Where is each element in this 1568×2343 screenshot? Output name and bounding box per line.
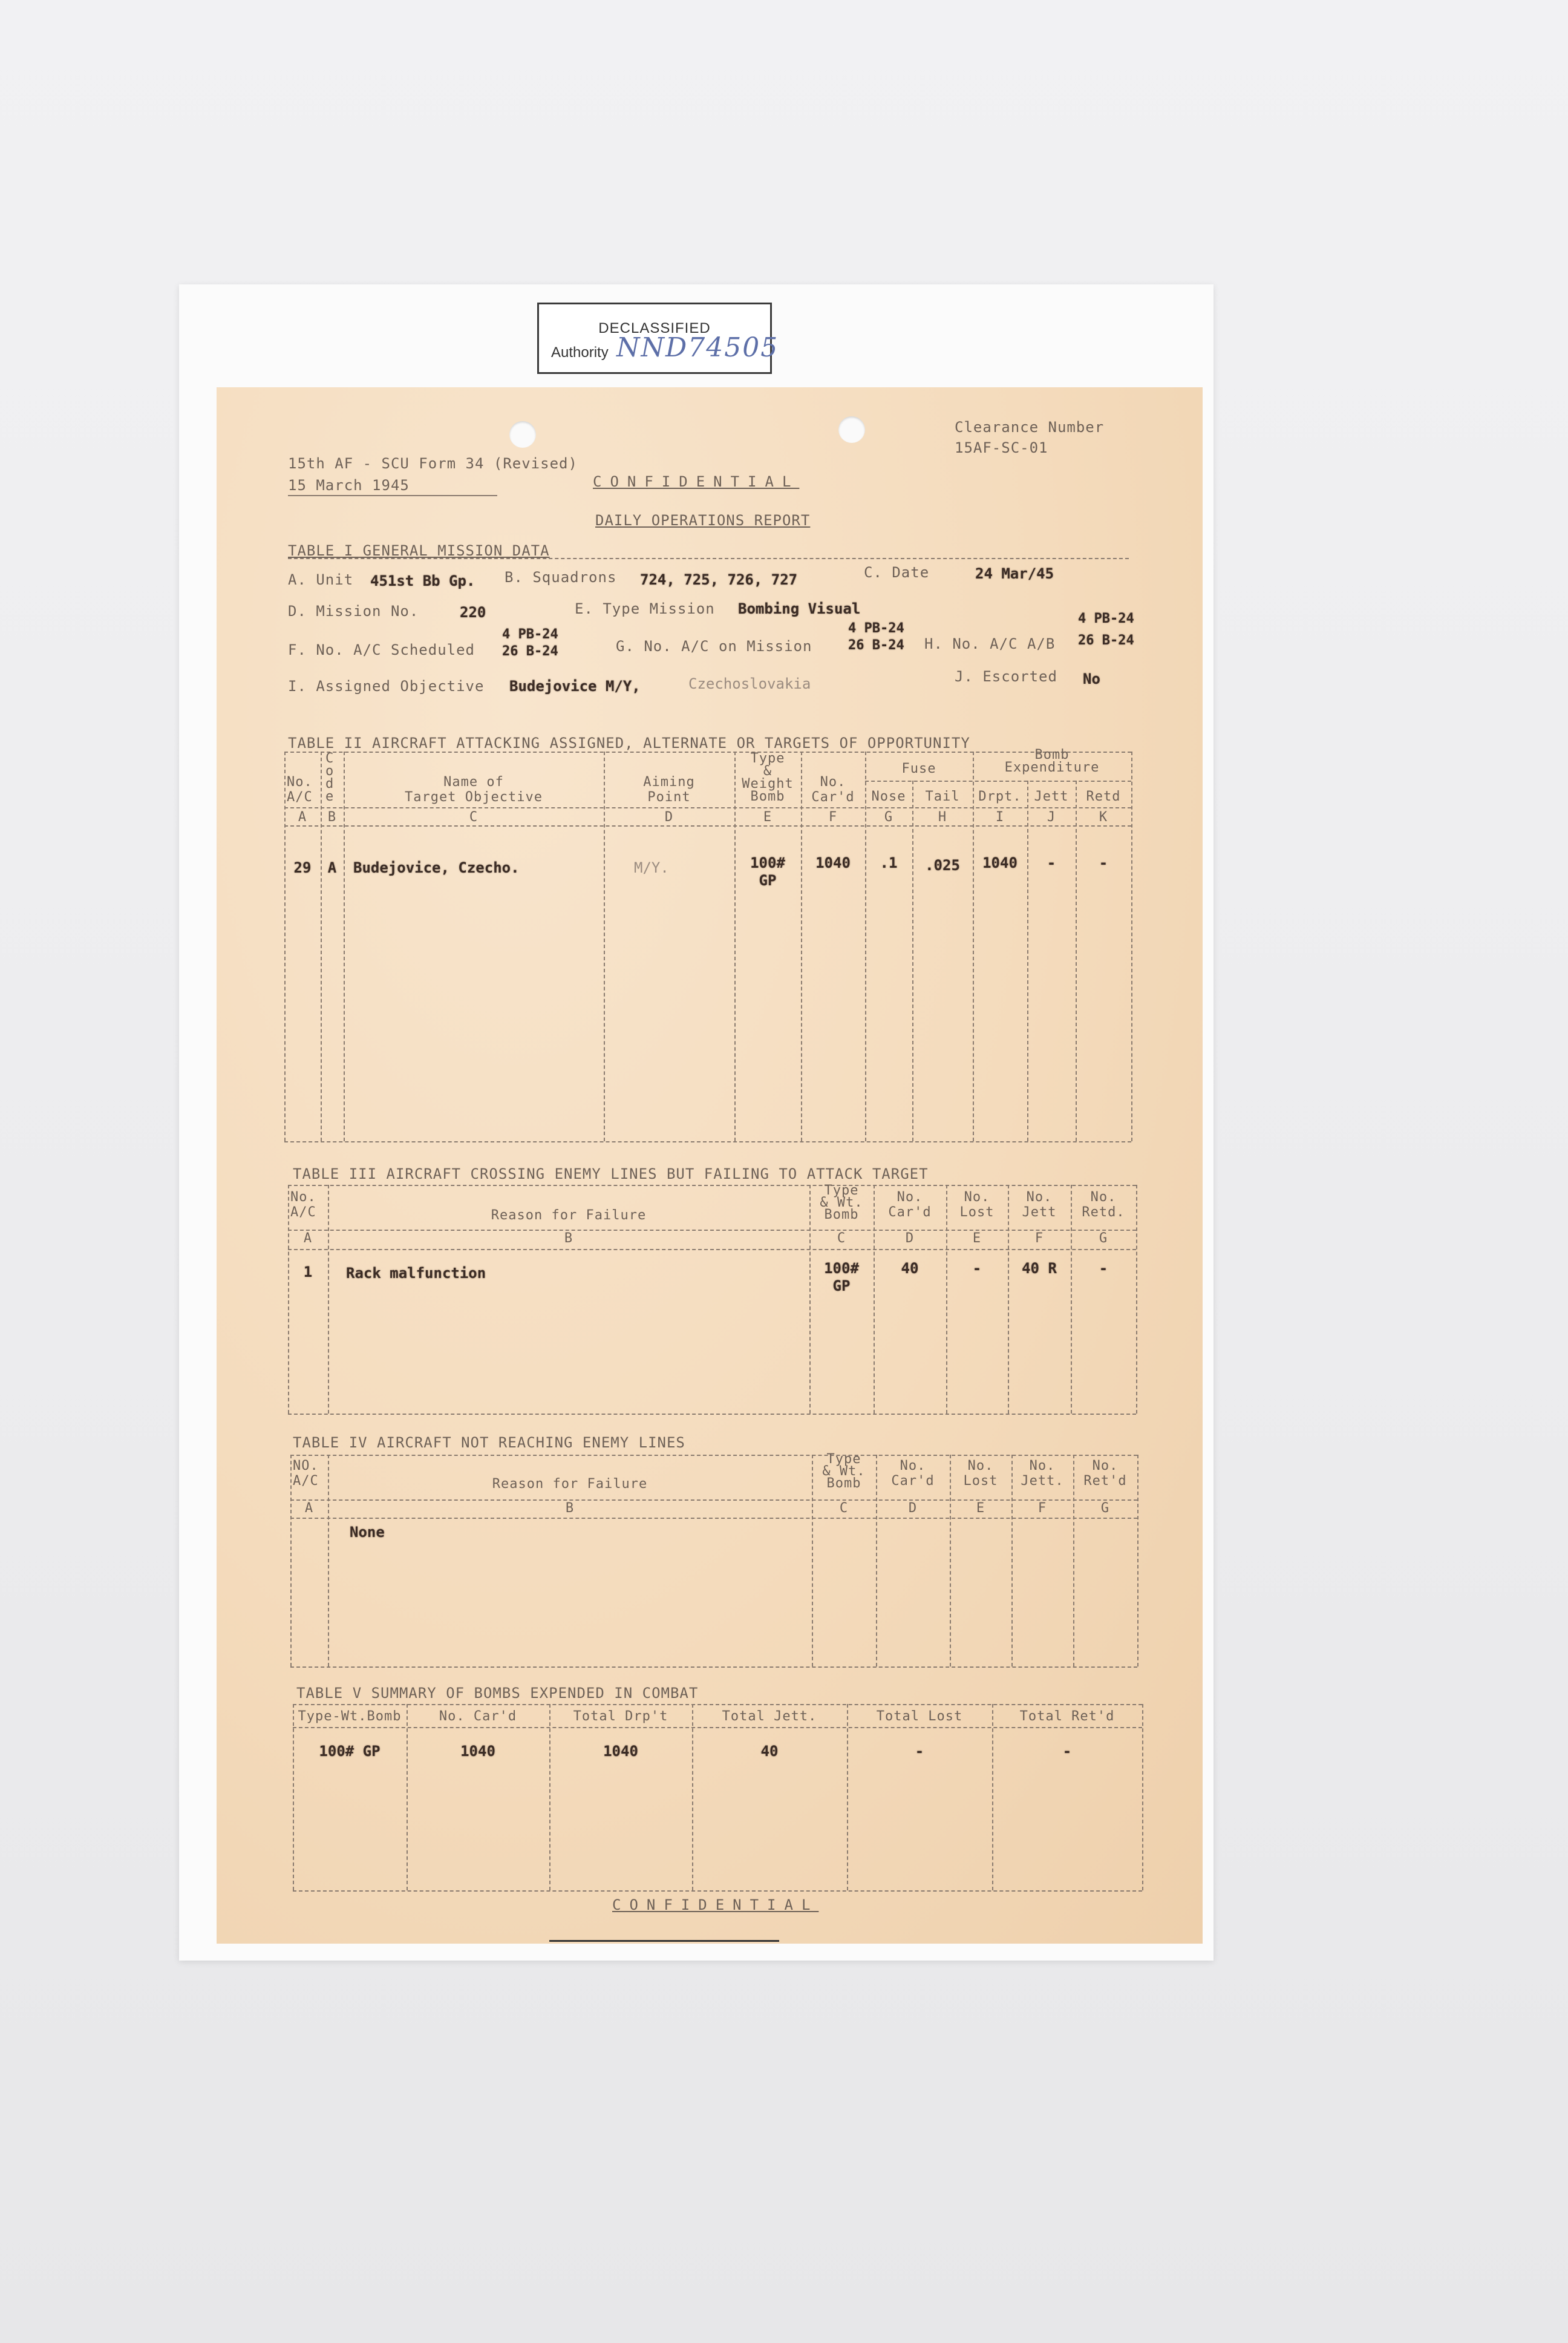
type-mission-label: E. Type Mission [575,600,715,617]
t5-h-lost: Total Lost [876,1709,963,1724]
ab-bottom: 26 B-24 [1078,633,1134,648]
t2-h-jett: Jett [1034,789,1069,804]
t2-h-card: No. Car'd [811,775,855,805]
t2-h-type: Type & Weight Bomb [742,751,794,804]
on-mission-bottom: 26 B-24 [848,638,904,653]
t2-letter: C [469,810,479,825]
t2-row-jett: - [1047,854,1056,871]
t2-h-drpt: Drpt. [978,789,1022,804]
t4-row-reason: None [350,1524,385,1541]
t2-row-tail: .025 [925,857,960,874]
t3-letter: F [1034,1231,1044,1246]
escorted-label: J. Escorted [955,668,1057,685]
t2-h-aiming: Aiming Point [643,775,695,805]
squadrons-label: B. Squadrons [505,569,617,586]
table4-title: TABLE IV AIRCRAFT NOT REACHING ENEMY LINES [293,1434,685,1451]
t2-row-nose: .1 [880,854,898,871]
t4-letter: F [1037,1501,1047,1516]
t4-h-reason: Reason for Failure [492,1476,648,1492]
t2-row-card: 1040 [815,854,851,871]
table2-title: TABLE II AIRCRAFT ATTACKING ASSIGNED, ALTERNATE OR TARGETS OF OPPORTUNITY [288,735,970,752]
t5-h-card: No. Car'd [439,1709,517,1724]
mission-no-value: 220 [460,604,486,621]
t2-h-retd: Retd [1086,789,1121,804]
t4-h-card: No. Car'd [891,1458,935,1489]
t5-row-card: 1040 [460,1743,495,1760]
t4-h-retd: No. Ret'd [1083,1458,1127,1489]
t2-letter: B [327,810,337,825]
declassified-stamp [537,303,779,374]
t4-h-lost: No. Lost [963,1458,998,1489]
t4-letter: D [908,1501,918,1516]
t4-letter: A [304,1501,314,1516]
date-value: 24 Mar/45 [975,565,1054,582]
t3-letter: D [905,1231,915,1246]
t2-letter: I [995,810,1005,825]
t4-h-noac: NO. A/C [293,1458,319,1489]
t3-row-lost: - [972,1260,982,1277]
escorted-value: No [1083,670,1100,687]
t3-letter: A [303,1231,313,1246]
t5-row-drpt: 1040 [603,1743,638,1760]
t2-row-type: 100# GP [750,854,785,889]
t5-row-jett: 40 [760,1743,779,1760]
scheduled-top: 4 PB-24 [502,627,558,642]
squadrons-value: 724, 725, 726, 727 [640,571,798,588]
t3-h-jett: No. Jett [1022,1190,1057,1221]
t5-row-type: 100# GP [319,1743,381,1760]
t2-letter: F [828,810,838,825]
t3-h-noac: No. A/C [290,1190,316,1221]
t3-h-type: Type & Wt. Bomb [820,1183,863,1222]
date-label: C. Date [864,564,930,581]
clearance-label: Clearance Number [955,419,1105,436]
t3-row-reason: Rack malfunction [346,1265,486,1282]
scheduled-label: F. No. A/C Scheduled [288,641,475,658]
mission-no-label: D. Mission No. [288,603,419,620]
stamp-title: DECLASSIFIED [598,320,711,336]
t2-letter: K [1099,810,1108,825]
unit-value: 451st Bb Gp. [370,572,475,589]
operations-report-page [217,387,1203,1944]
t4-h-type: Type & Wt. Bomb [822,1452,866,1491]
scheduled-bottom: 26 B-24 [502,644,558,659]
t2-letter: D [664,810,674,825]
punch-hole [838,416,865,443]
t5-h-drpt: Total Drp't [573,1709,668,1724]
t2-row-noac: 29 [293,859,312,876]
t3-h-lost: No. Lost [959,1190,995,1221]
t2-h-fuse: Fuse [901,761,936,776]
t4-letter: G [1100,1501,1110,1516]
t5-row-lost: - [915,1743,924,1760]
t2-row-drpt: 1040 [982,854,1018,871]
t3-letter: B [564,1231,573,1246]
classification-footer: CONFIDENTIAL [612,1896,819,1913]
objective-label: I. Assigned Objective [288,678,485,695]
t4-h-jett: No. Jett. [1021,1458,1064,1489]
t3-h-retd: No. Retd. [1082,1190,1125,1221]
ab-top: 4 PB-24 [1078,611,1134,626]
t2-h-nose: Nose [871,789,906,804]
on-mission-label: G. No. A/C on Mission [616,638,812,655]
unit-label: A. Unit [288,571,354,588]
t2-row-aiming: M/Y. [634,859,669,876]
t3-row-noac: 1 [303,1263,313,1280]
t2-letter: A [298,810,307,825]
type-mission-value: Bombing Visual [738,600,861,617]
t3-h-card: No. Car'd [888,1190,932,1221]
t3-letter: G [1099,1231,1108,1246]
form-date: 15 March 1945 [288,477,410,494]
t2-h-noac: No. A/C [287,775,313,805]
t4-letter: E [976,1501,985,1516]
table3-title: TABLE III AIRCRAFT CROSSING ENEMY LINES BUT FAILING TO ATTACK TARGET [293,1165,929,1182]
punch-hole [509,421,536,448]
t5-row-retd: - [1062,1743,1072,1760]
t2-row-target: Budejovice, Czecho. [353,859,520,876]
t5-h-jett: Total Jett. [722,1709,817,1724]
ab-label: H. No. A/C A/B [924,635,1056,652]
stamp-authority-signature: NND74505 [616,332,779,363]
objective-country: Czechoslovakia [688,675,811,692]
t2-letter: J [1047,810,1056,825]
t2-row-code: A [327,859,337,876]
t3-row-jett: 40 R [1022,1260,1057,1277]
t3-h-reason: Reason for Failure [491,1208,647,1223]
classification-header: CONFIDENTIAL [593,473,800,490]
t2-row-retd: - [1099,854,1108,871]
t5-h-type: Type-Wt.Bomb [298,1709,402,1724]
t5-h-retd: Total Ret'd [1019,1709,1115,1724]
t3-letter: E [972,1231,982,1246]
on-mission-top: 4 PB-24 [848,621,904,636]
t4-letter: C [839,1501,849,1516]
t2-h-tail: Tail [925,789,960,804]
t2-h-bomb-exp: Bomb Expenditure [1004,747,1100,775]
t3-letter: C [837,1231,846,1246]
t3-row-card: 40 [901,1260,919,1277]
form-id: 15th AF - SCU Form 34 (Revised) [288,455,578,472]
t2-letter: G [884,810,893,825]
table1-title: TABLE I GENERAL MISSION DATA [288,542,550,559]
t2-letter: H [938,810,947,825]
t3-row-retd: - [1099,1260,1108,1277]
clearance-number: 15AF-SC-01 [955,439,1048,456]
table5-title: TABLE V SUMMARY OF BOMBS EXPENDED IN COMBAT [296,1685,699,1702]
t3-row-type: 100# GP [824,1260,859,1294]
t2-h-code: C o d e [325,751,335,804]
report-title: DAILY OPERATIONS REPORT [595,512,811,529]
t2-h-target: Name of Target Objective [405,775,543,805]
t4-letter: B [565,1501,575,1516]
stamp-authority-label: Authority [551,344,609,361]
objective-value: Budejovice M/Y, [509,678,641,695]
t2-letter: E [763,810,773,825]
